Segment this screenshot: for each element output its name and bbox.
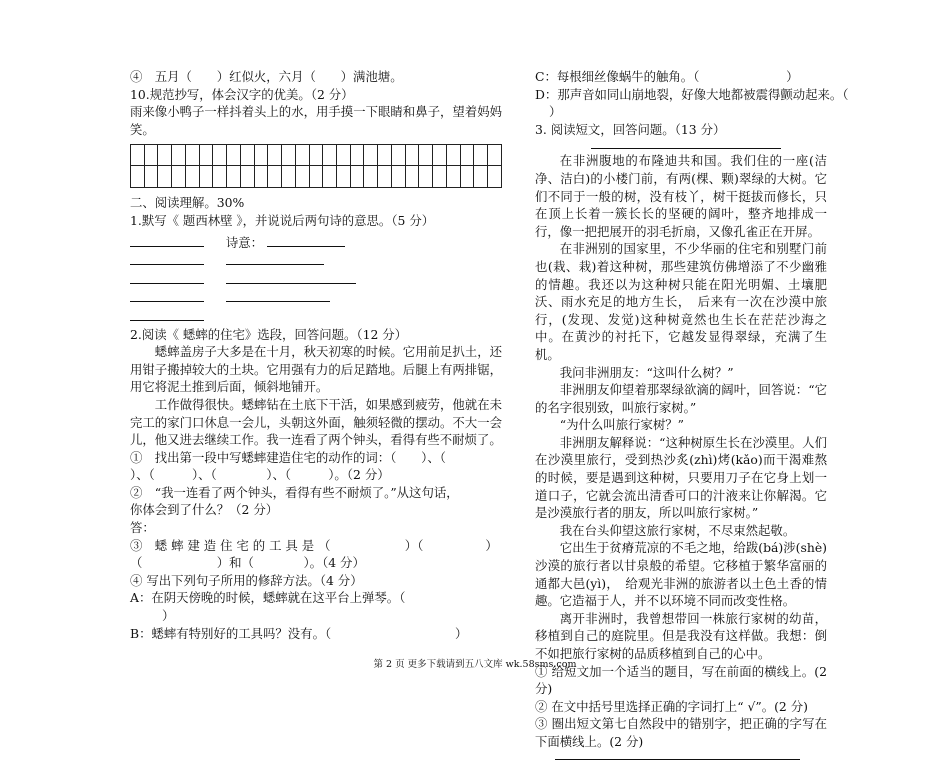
q2-3-line-b: （ ）和（ ）。（4 分）: [130, 555, 365, 571]
article-paragraph-8: 它出生于贫瘠荒凉的不毛之地，给跋(bá)涉(shè) 沙漠的旅行者以甘泉般的希望。它移植于繁华富丽的通都大邑(yì)， 给观光非洲的旅游者以土色土香的情趣。它造福于人，并不以环境不同而改变性格。: [535, 540, 827, 609]
article-paragraph-3: 我问非洲朋友：“这叫什么树？”: [559, 364, 734, 380]
left-column: [130, 68, 502, 642]
q3-title: 3. 阅读短文，回答问题。（13 分）: [535, 121, 726, 137]
answer-line[interactable]: [130, 270, 204, 284]
q10-title: 10.规范抄写，体会汉字的优美。（2 分）: [130, 86, 354, 102]
q2-1-line-a: ① 找出第一段中写蟋蟀建造住宅的动作的词：（ ）、（: [130, 449, 446, 465]
answer-line[interactable]: [226, 288, 330, 302]
q3-subquestion-3: ③ 圈出短文第七自然段中的错别字，把正确的字写在下面横线上。(2 分): [535, 716, 827, 749]
q2-2-line-a: ② “我一连看了两个钟头，看得有些不耐烦了。”从这句话，: [130, 484, 459, 500]
q2-title: 2.阅读《 蟋蟀的住宅》选段，回答问题。（12 分）: [130, 326, 408, 342]
q3-subquestion-1: ① 给短文加一个适当的题目，写在前面的横线上。(2 分): [535, 663, 827, 697]
poem-line-5: [130, 307, 502, 326]
q2-2-answer-label: 答：: [130, 520, 155, 536]
q2-3-line-a: ③ 蟋 蟀 建 造 住 宅 的 工 具 是 （ ）（ ）: [130, 537, 498, 553]
q2-4-title: ④ 写出下列句子所用的修辞方法。（4 分）: [130, 572, 363, 588]
article-paragraph-9: 离开非洲时，我曾想带回一株旅行家树的幼苗，移植到自己的庭院里。但是我没有这样做。我想：倒不如把旅行家树的品质移植到自己的心中。: [535, 610, 827, 661]
correction-answer-line[interactable]: [555, 751, 800, 760]
answer-line[interactable]: [267, 233, 345, 247]
answer-line[interactable]: [226, 251, 324, 265]
poem-line-3: [130, 270, 502, 289]
q3-subquestion-2: ② 在文中括号里选择正确的字词打上“ √”。(2 分): [535, 698, 808, 714]
option-c: C：每根细丝像蜗牛的触角。（ ）: [535, 69, 799, 84]
section-2-heading: 二、阅读理解。30%: [130, 195, 245, 211]
option-b: B：蟋蟀有特别好的工具吗？没有。（ ）: [130, 625, 468, 641]
grid-row-1: [130, 144, 502, 166]
grid-row-2: [130, 166, 502, 188]
copy-writing-grid[interactable]: [130, 144, 502, 188]
q10-text: 雨来像小鸭子一样抖着头上的水，用手摸一下眼睛和鼻子，望着妈妈笑。: [130, 104, 502, 137]
poem-line-1: [130, 233, 502, 252]
article-paragraph-6: 非洲朋友解释说：“这种树原生长在沙漠里。人们在沙漠里旅行，受到热沙炙(zhì)烤(kǎo)而干渴难熬的时候，要是遇到这种树，只要用刀子在它身上划一道口子，它就会流出清香可口的汁液来让你解渴。它是沙漠旅行者的朋友，所以叫旅行家树。”: [535, 434, 827, 521]
q2-1-line-b: ）、（ ）、（ ）、（ ）。（2 分）: [130, 467, 390, 483]
option-a-close: ）: [162, 608, 175, 624]
poem-meaning-label: 诗意：: [225, 234, 264, 250]
article-paragraph-1: 在非洲腹地的布隆迪共和国。我们住的一座(洁净、洁白)的小楼门前，有两(棵、颗)翠绿的大树。它们不同于一般的树，没有枝丫，树干挺拔而修长，只在顶上长着一簇长长的坚硬的阔叶，整齐地排成一行，像一把把展开的羽毛折扇，又像孔雀正在开屏。: [535, 153, 827, 239]
option-d: D：那声音如同山崩地裂，好像大地都被震得颤动起来。（: [535, 86, 849, 102]
answer-line[interactable]: [130, 288, 204, 302]
q9-item-4: ④ 五月（ ）红似火，六月（ ）满池塘。: [130, 69, 403, 84]
article-paragraph-5: “为什么叫旅行家树？”: [559, 417, 684, 433]
page-footer: 第 2 页 更多下载请到五八文库 wk.58sms.com: [373, 659, 577, 670]
option-a: A：在阴天傍晚的时候，蟋蟀就在这平台上弹琴。（: [130, 590, 406, 606]
passage-paragraph-1: 蟋蟀盖房子大多是在十月，秋天初寒的时候。它用前足扒土，还用钳子搬掉较大的土块。它用强有力的后足踏地。后腿上有两排锯，用它将泥土推到后面，倾斜地铺开。: [130, 344, 502, 395]
answer-line[interactable]: [226, 270, 356, 284]
q2-2-line-b: 你体会到了什么？（2 分）: [130, 502, 279, 518]
answer-line[interactable]: [130, 251, 204, 265]
article-paragraph-7: 我在台头仰望这旅行家树，不尽束然起敬。: [559, 522, 796, 538]
answer-line[interactable]: [130, 307, 204, 321]
answer-line[interactable]: [130, 233, 204, 247]
poem-line-2: [130, 251, 502, 270]
article-paragraph-4: 非洲朋友仰望着那翠绿欲滴的阔叶，回答说：“它的名字很别致，叫旅行家树。”: [535, 382, 827, 415]
passage-paragraph-2: 工作做得很快。蟋蟀钻在土底下干活，如果感到疲劳，他就在未完工的家门口休息一会儿，头朝这外面，触须轻微的摆动。不大一会儿，他又进去继续工作。我一连看了两个钟头，看得有些不耐烦了。: [130, 396, 502, 448]
option-d-close: ）: [549, 104, 562, 120]
q1-title: 1.默写《 题西林壁 》，并说说后两句诗的意思。（5 分）: [130, 212, 435, 228]
poem-line-4: [130, 288, 502, 307]
article-paragraph-2: 在非洲别的国家里，不少华丽的住宅和别墅门前也(栽、栽)着这种树，那些建筑仿佛增添了不少幽雅的情趣。我还以为这种树只能在阳光明媚、土壤肥沃、雨水充足的地方生长， 后来有一次在沙漠中旅行，(发现、发觉)这种树竟然也生长在茫茫沙海之中。在黄沙的衬托下，它越发显得翠绿，充满了生机。: [535, 241, 827, 362]
title-answer-line[interactable]: [591, 138, 781, 149]
